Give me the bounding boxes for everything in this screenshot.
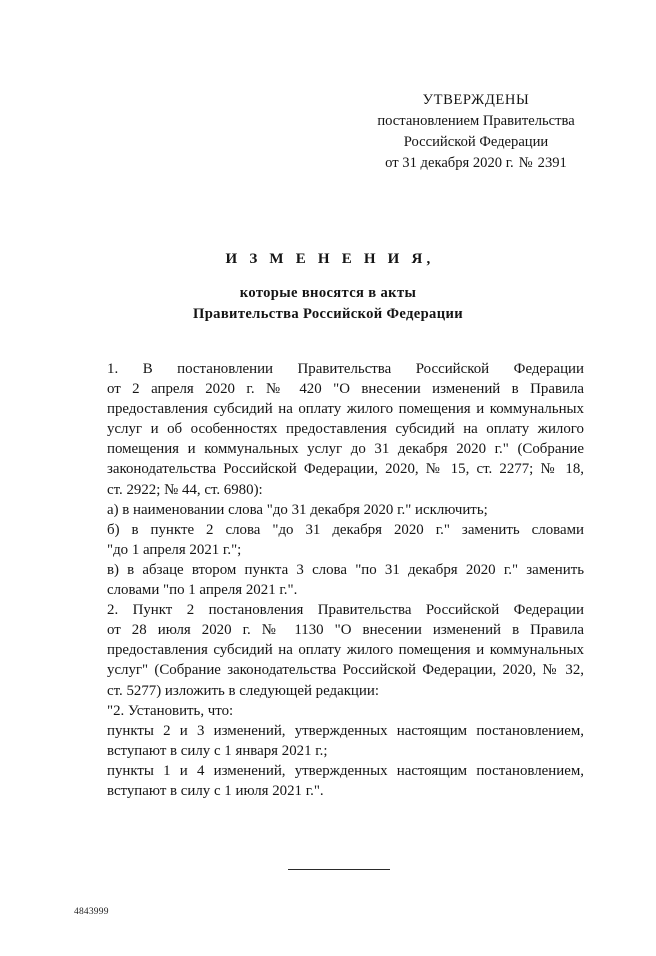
paragraph-1 bbox=[73, 359, 584, 500]
paragraph-2-line-1: 2. Пункт 2 постановления Правительства Российской Федерации bbox=[107, 602, 584, 619]
paragraph-item-v bbox=[73, 560, 584, 600]
paragraph-1-line-3: предоставления субсидий на оплату жилого помещения и коммунальных bbox=[107, 401, 584, 418]
approval-number: 2391 bbox=[537, 155, 567, 171]
paragraph-2-line-2: от 28 июля 2020 г. № 1130 "О внесении изменений в Правила bbox=[107, 622, 584, 639]
item-v-line-2: словами "по 1 апреля 2021 г.". bbox=[107, 582, 298, 599]
paragraph-1-line-5: помещения и коммунальных услуг до 31 декабря 2020 г." (Собрание bbox=[107, 441, 584, 458]
paragraph-1-line-7: ст. 2922; № 44, ст. 6980): bbox=[107, 481, 263, 498]
paragraph-1-line-4: услуг и об особенностях предоставления субсидий на оплату жилого bbox=[107, 421, 584, 438]
approval-authority-line-2: Российской Федерации bbox=[403, 134, 549, 150]
document-subtitle-line-2: Правительства Российской Федерации bbox=[193, 305, 463, 322]
document-title-block bbox=[0, 248, 656, 324]
quote-line-5: вступают в силу с 1 июля 2021 г.". bbox=[107, 782, 324, 799]
page-title: И З М Е Н Е Н И Я, bbox=[225, 251, 435, 267]
paragraph-item-b bbox=[73, 520, 584, 560]
approval-authority-line-1: постановлением Правительства bbox=[377, 113, 575, 129]
item-a-line-1: а) в наименовании слова "до 31 декабря 2020 г." исключить; bbox=[107, 501, 488, 518]
quote-line-4: пункты 1 и 4 изменений, утвержденных настоящим постановлением, bbox=[107, 762, 584, 779]
approval-block bbox=[360, 90, 592, 174]
quote-line-1: "2. Установить, что: bbox=[107, 702, 234, 719]
approval-date: от 31 декабря 2020 г. bbox=[385, 155, 514, 171]
approval-number-sign: № bbox=[518, 155, 533, 171]
item-b-line-1: б) в пункте 2 слова "до 31 декабря 2020 г." заменить словами bbox=[107, 521, 584, 538]
paragraph-2-line-3: предоставления субсидий на оплату жилого помещения и коммунальных bbox=[107, 642, 584, 659]
paragraph-item-a bbox=[73, 500, 584, 520]
paragraph-quote bbox=[73, 701, 584, 801]
item-b-line-2: "до 1 апреля 2021 г."; bbox=[107, 541, 242, 558]
document-subtitle bbox=[0, 283, 656, 324]
paragraph-2-line-5: ст. 5277) изложить в следующей редакции: bbox=[107, 682, 379, 699]
footer-document-code: 4843999 bbox=[74, 907, 109, 917]
quote-line-2: пункты 2 и 3 изменений, утвержденных настоящим постановлением, bbox=[107, 722, 584, 739]
paragraph-2-line-4: услуг" (Собрание законодательства Российской Федерации, 2020, № 32, bbox=[107, 662, 584, 679]
item-v-line-1: в) в абзаце втором пункта 3 слова "по 31 декабря 2020 г." заменить bbox=[107, 561, 584, 578]
horizontal-divider bbox=[288, 869, 390, 870]
paragraph-1-line-2: от 2 апреля 2020 г. № 420 "О внесении изменений в Правила bbox=[107, 381, 584, 398]
approval-date-number-line bbox=[360, 153, 592, 174]
document-body bbox=[73, 359, 584, 801]
quote-line-3: вступают в силу с 1 января 2021 г.; bbox=[107, 742, 328, 759]
approval-title: УТВЕРЖДЕНЫ bbox=[422, 92, 530, 108]
paragraph-1-line-6: законодательства Российской Федерации, 2020, № 15, ст. 2277; № 18, bbox=[107, 461, 584, 478]
paragraph-2 bbox=[73, 600, 584, 700]
document-subtitle-line-1: которые вносятся в акты bbox=[239, 285, 417, 301]
paragraph-1-line-1: 1. В постановлении Правительства Российской Федерации bbox=[107, 361, 584, 377]
